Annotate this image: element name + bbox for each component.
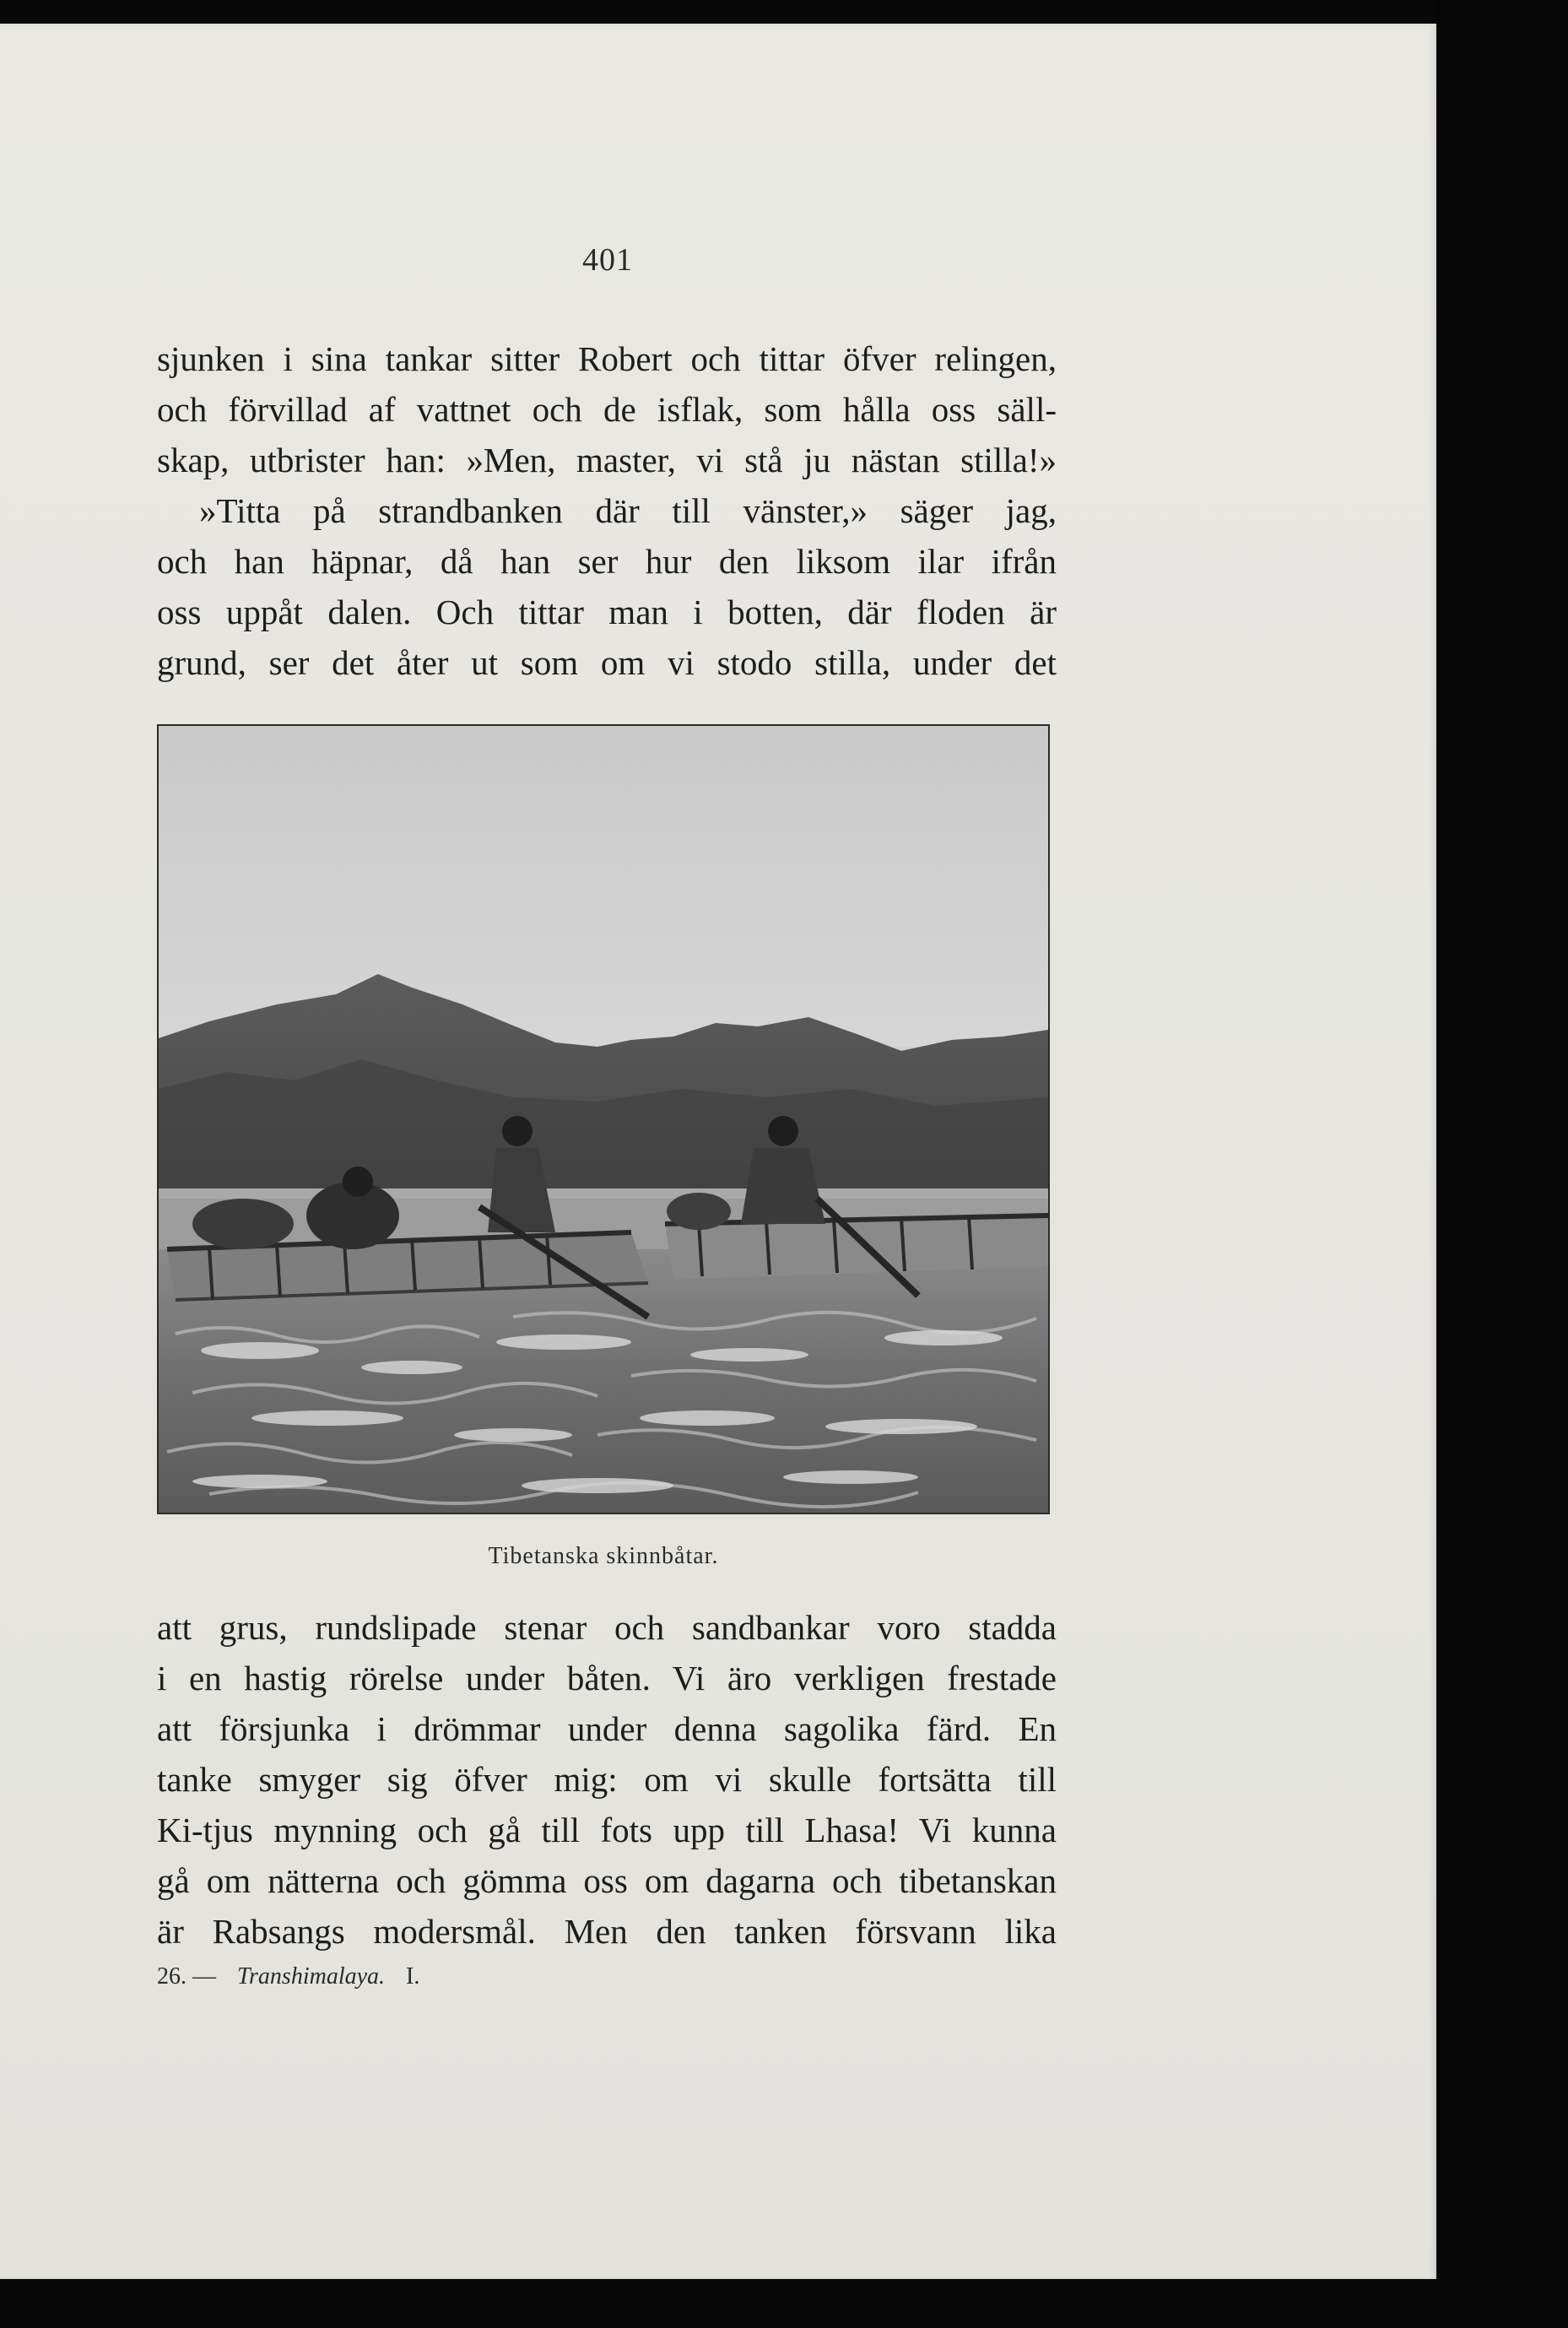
scan-border-top bbox=[0, 0, 1568, 24]
sky bbox=[159, 726, 1048, 1047]
text-line: sjunken i sina tankar sitter Robert och tittar öfver relingen, bbox=[157, 339, 1057, 378]
text-line: är Rabsangs modersmål. Men den tanken försvann lika bbox=[157, 1912, 1057, 1951]
cargo-bundle-right bbox=[667, 1193, 731, 1230]
signature-mark: 26. — bbox=[157, 1963, 216, 1990]
page-footer bbox=[157, 1963, 419, 1990]
standing-rower-head bbox=[502, 1116, 533, 1146]
shoreline bbox=[159, 1188, 1048, 1200]
text-line: att försjunka i drömmar under denna sagolika färd. En bbox=[157, 1709, 1057, 1748]
text-line: Ki-tjus mynning och gå till fots upp till Lhasa! Vi kunna bbox=[157, 1811, 1057, 1849]
text-line: »Titta på strandbanken där till vänster,» säger jag, bbox=[199, 491, 1057, 530]
text-line: att grus, rundslipade stenar och sandbankar voro stadda bbox=[157, 1608, 1057, 1647]
text-line: skap, utbrister han: »Men, master, vi stå ju nästan stilla!» bbox=[157, 441, 1057, 479]
text-line: och förvillad af vattnet och de isflak, som hålla oss säll- bbox=[157, 390, 1057, 429]
text-line: tanke smyger sig öfver mig: om vi skulle fortsätta till bbox=[157, 1760, 1057, 1799]
rower-head bbox=[343, 1167, 373, 1197]
photo-tibetan-skin-boats bbox=[157, 724, 1050, 1514]
scan-border-right bbox=[1436, 0, 1568, 2328]
book-title: Transhimalaya. bbox=[237, 1963, 386, 1990]
volume-number: I. bbox=[406, 1963, 420, 1990]
paragraph-top bbox=[157, 333, 1057, 688]
text-line: i en hastig rörelse under båten. Vi äro verkligen frestade bbox=[157, 1659, 1057, 1697]
cargo-bundle bbox=[192, 1199, 294, 1249]
scan-border-bottom bbox=[0, 2279, 1568, 2328]
book-page bbox=[0, 24, 1436, 2279]
paragraph-bottom bbox=[157, 1602, 1057, 1957]
text-line: gå om nätterna och gömma oss om dagarna och tibetanskan bbox=[157, 1861, 1057, 1900]
photo-illustration bbox=[159, 726, 1048, 1513]
page-number: 401 bbox=[582, 242, 633, 278]
text-line: grund, ser det åter ut som om vi stodo stilla, under det bbox=[157, 643, 1057, 682]
figure-caption: Tibetanska skinnbåtar. bbox=[488, 1543, 719, 1569]
text-line: oss uppåt dalen. Och tittar man i botten, där floden är bbox=[157, 593, 1057, 631]
rower-right-head bbox=[768, 1116, 798, 1146]
text-line: och han häpnar, då han ser hur den liksom ilar ifrån bbox=[157, 542, 1057, 581]
